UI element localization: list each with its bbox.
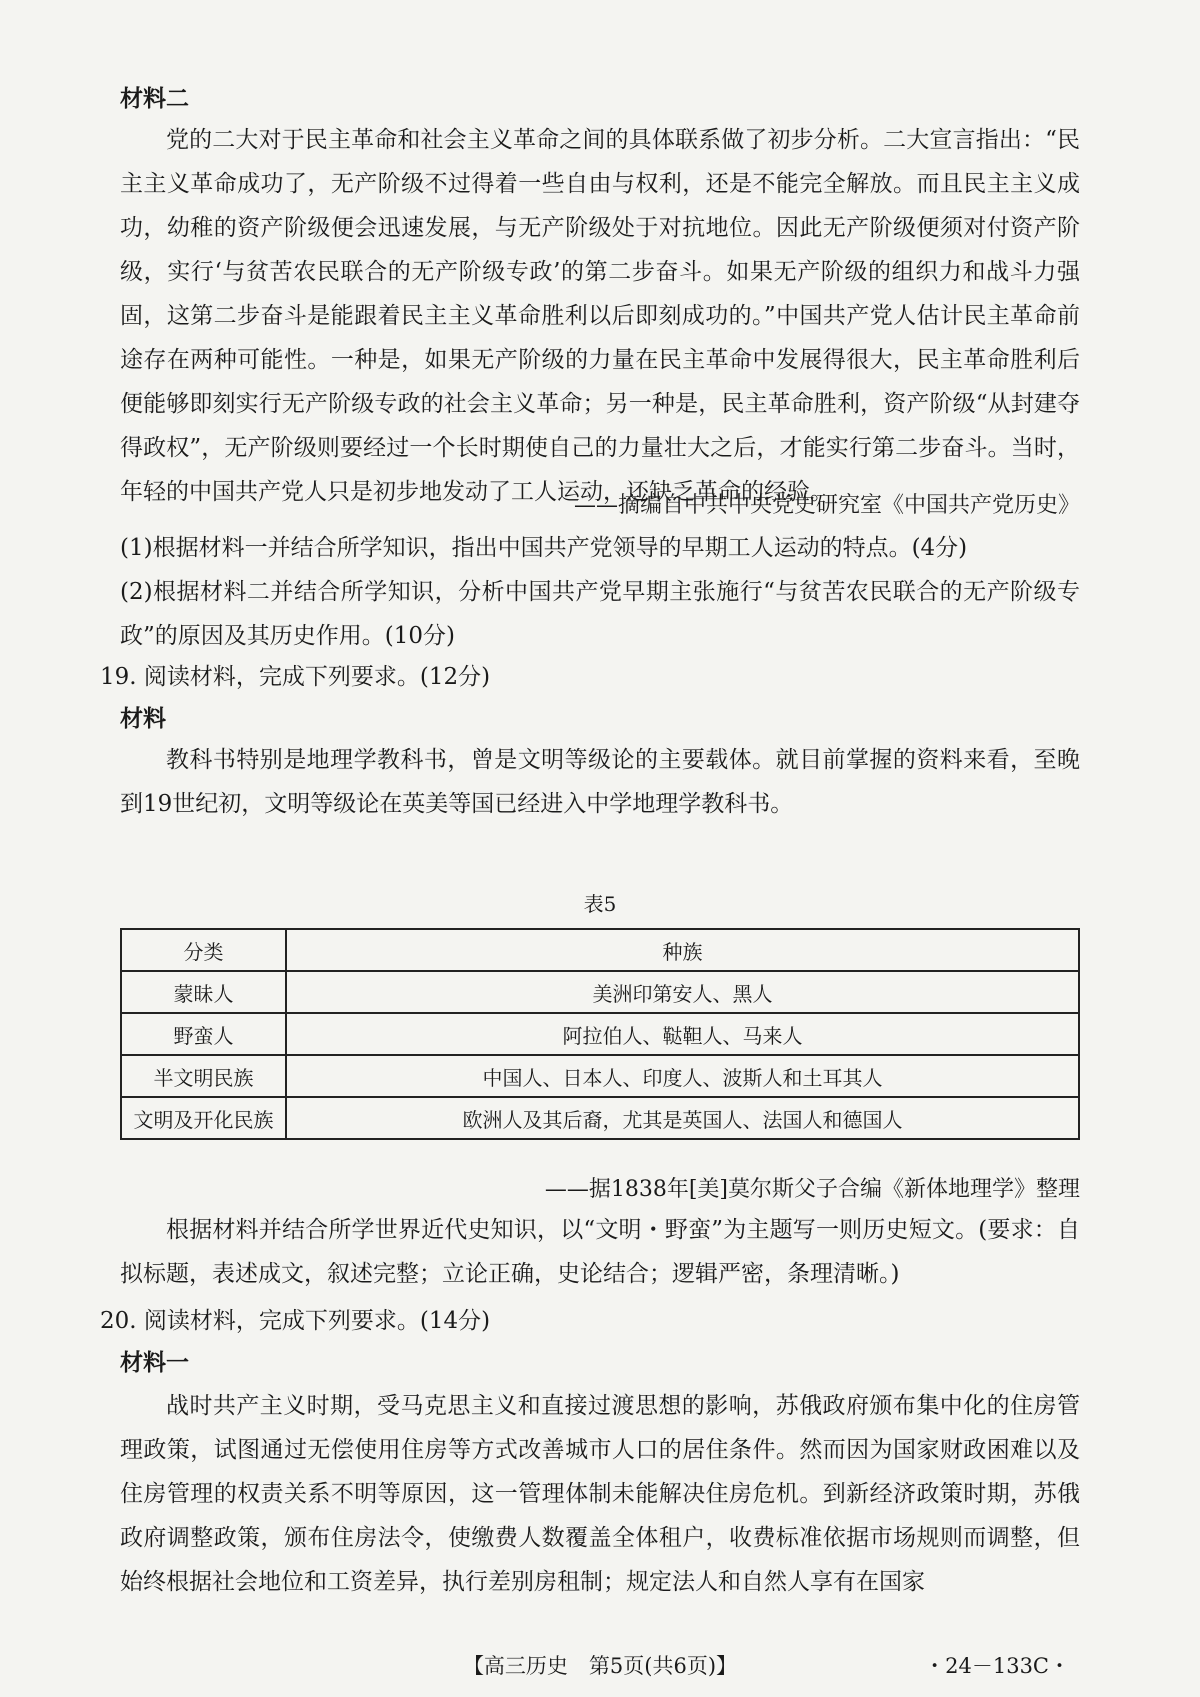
table-cell: 中国人、日本人、印度人、波斯人和土耳其人	[286, 1055, 1079, 1097]
q20-title: 20. 阅读材料，完成下列要求。(14分)	[100, 1308, 491, 1334]
table-header-race: 种族	[286, 929, 1079, 971]
table-cell: 蒙昧人	[121, 971, 286, 1013]
race-classification-table	[120, 928, 1080, 1140]
table-header-row	[121, 929, 1079, 971]
table-cell: 半文明民族	[121, 1055, 286, 1097]
table-cell: 阿拉伯人、鞑靼人、马来人	[286, 1013, 1079, 1055]
table-row	[121, 1013, 1079, 1055]
table-cell: 野蛮人	[121, 1013, 286, 1055]
q19-task: 根据材料并结合所学世界近代史知识，以“文明・野蛮”为主题写一则历史短文。(要求：自拟标题，表述成文，叙述完整；立论正确，史论结合；逻辑严密，条理清晰。)	[120, 1217, 1080, 1287]
material2-paragraph: 党的二大对于民主革命和社会主义革命之间的具体联系做了初步分析。二大宣言指出：“民主主义革命成功了，无产阶级不过得着一些自由与权利，还是不能完全解放。而且民主主义成功，幼稚的资产阶级便会迅速发展，与无产阶级处于对抗地位。因此无产阶级便须对付资产阶级，实行‘与贫苦农民联合的无产阶级专政’的第二步奋斗。如果无产阶级的组织力和战斗力强固，这第二步奋斗是能跟着民主主义革命胜利以后即刻成功的。”中国共产党人估计民主革命前途存在两种可能性。一种是，如果无产阶级的力量在民主革命中发展得很大，民主革命胜利后便能够即刻实行无产阶级专政的社会主义革命；另一种是，民主革命胜利，资产阶级“从封建夺得政权”，无产阶级则要经过一个长时期使自己的力量壮大之后，才能实行第二步奋斗。当时，年轻的中国共产党人只是初步地发动了工人运动，还缺乏革命的经验。	[120, 127, 1080, 505]
page-footer: 【高三历史 第5页(共6页)】	[462, 1654, 738, 1678]
table-row	[121, 1055, 1079, 1097]
q19-paragraph: 教科书特别是地理学教科书，曾是文明等级论的主要载体。就目前掌握的资料来看，至晚到19世纪初，文明等级论在英美等国已经进入中学地理学教科书。	[120, 747, 1080, 817]
table-cell: 文明及开化民族	[121, 1097, 286, 1139]
table-cell: 美洲印第安人、黑人	[286, 971, 1079, 1013]
table-row	[121, 1097, 1079, 1139]
table-header-category: 分类	[121, 929, 286, 971]
q19-title: 19. 阅读材料，完成下列要求。(12分)	[100, 664, 491, 690]
table-cell: 欧洲人及其后裔，尤其是英国人、法国人和德国人	[286, 1097, 1079, 1139]
q18-part1: (1)根据材料一并结合所学知识，指出中国共产党领导的早期工人运动的特点。(4分)	[120, 535, 968, 561]
material2-source: ——摘编自中共中央党史研究室《中国共产党历史》	[573, 493, 1080, 518]
exam-code: ・24－133C・	[924, 1654, 1070, 1678]
q20-heading: 材料一	[120, 1349, 189, 1376]
q19-source: ——据1838年[美]莫尔斯父子合编《新体地理学》整理	[544, 1177, 1080, 1202]
material2-heading: 材料二	[120, 85, 189, 112]
q18-part2: (2)根据材料二并结合所学知识，分析中国共产党早期主张施行“与贫苦农民联合的无产阶级专政”的原因及其历史作用。(10分)	[120, 579, 1080, 649]
q19-heading: 材料	[120, 705, 166, 732]
table-caption: 表5	[583, 892, 617, 916]
table-row	[121, 971, 1079, 1013]
q20-paragraph: 战时共产主义时期，受马克思主义和直接过渡思想的影响，苏俄政府颁布集中化的住房管理政策，试图通过无偿使用住房等方式改善城市人口的居住条件。然而因为国家财政困难以及住房管理的权责关系不明等原因，这一管理体制未能解决住房危机。到新经济政策时期，苏俄政府调整政策，颁布住房法令，使缴费人数覆盖全体租户，收费标准依据市场规则而调整，但始终根据社会地位和工资差异，执行差别房租制；规定法人和自然人享有在国家	[120, 1393, 1080, 1595]
